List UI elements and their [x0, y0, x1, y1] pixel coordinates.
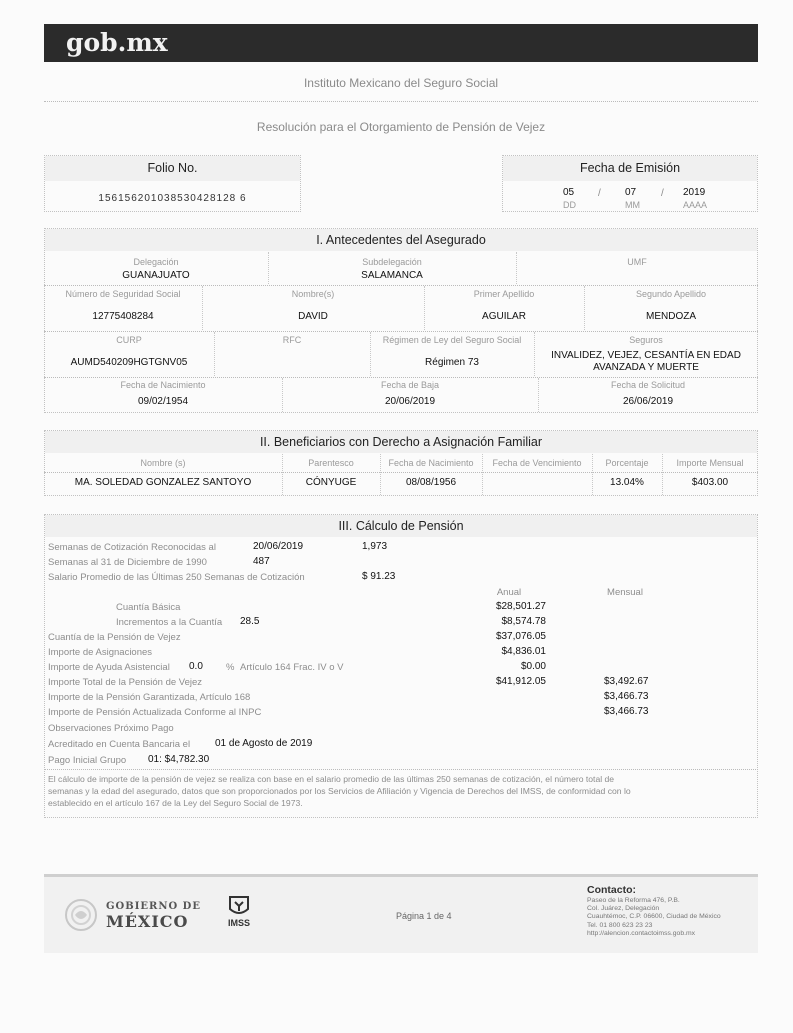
- col-header-fecha-nacimiento: Fecha de Nacimiento: [388, 458, 474, 468]
- salario-label: Salario Promedio de las Últimas 250 Semanas de Cotización: [48, 572, 305, 583]
- section-2-title: II. Beneficiarios con Derecho a Asignación Familiar: [45, 431, 757, 453]
- imss-logo-icon: [227, 895, 251, 917]
- divider: [370, 332, 371, 376]
- mensual-header: Mensual: [607, 587, 643, 598]
- semanas-1990-valor: 487: [253, 556, 270, 567]
- col-header-fecha-vencimiento: Fecha de Vencimiento: [492, 458, 582, 468]
- nombre-label: Nombre(s): [291, 289, 335, 299]
- rfc-label: RFC: [282, 335, 302, 345]
- delegacion-label: Delegación: [133, 257, 179, 267]
- divider: [44, 285, 758, 286]
- divider: [202, 286, 203, 330]
- year-label: AAAA: [683, 200, 708, 210]
- subdelegacion-label: Subdelegación: [362, 257, 422, 267]
- divider: [44, 331, 758, 332]
- salario-valor: $ 91.23: [362, 571, 396, 582]
- divider: [516, 252, 517, 284]
- semanas-fecha: 20/06/2019: [253, 541, 304, 552]
- semanas-label: Semanas de Cotización Reconocidas al: [48, 542, 216, 553]
- emision-day: 05: [563, 187, 575, 198]
- pago-inicial-valor: 01: $4,782.30: [148, 754, 210, 765]
- divider: [380, 454, 381, 495]
- divider: [282, 454, 283, 495]
- beneficiario-importe: $403.00: [691, 477, 729, 488]
- divider: [482, 454, 483, 495]
- page-number: Página 1 de 4: [396, 911, 452, 921]
- date-separator: /: [598, 188, 601, 199]
- ayuda-articulo: Artículo 164 Frac. IV o V: [240, 662, 344, 673]
- contacto-block: [587, 897, 721, 938]
- section-1-title: I. Antecedentes del Asegurado: [45, 229, 757, 251]
- col-header-porcentaje: Porcentaje: [605, 458, 649, 468]
- nss-value: 12775408284: [92, 311, 154, 322]
- divider: [584, 286, 585, 330]
- nota-linea-2: semanas y la edad del asegurado, datos que son proporcionados por los Servicios de Afiliación y Vigencia de Derechos del IMSS, de conformidad con lo: [48, 786, 631, 796]
- garantizada-mensual: $3,466.73: [604, 691, 649, 702]
- month-label: MM: [625, 200, 640, 210]
- cuantia-vejez-label: Cuantía de la Pensión de Vejez: [48, 632, 181, 643]
- nombre-value: DAVID: [298, 311, 328, 322]
- segundo-apellido-label: Segundo Apellido: [635, 289, 707, 299]
- observaciones-label: Observaciones Próximo Pago: [48, 723, 174, 734]
- regimen-value: Régimen 73: [425, 357, 479, 368]
- section-3-title: III. Cálculo de Pensión: [45, 515, 757, 537]
- garantizada-label: Importe de la Pensión Garantizada, Artículo 168: [48, 692, 251, 703]
- curp-label: CURP: [116, 335, 142, 345]
- cuantia-basica-anual: $28,501.27: [495, 601, 546, 612]
- beneficiario-nombre: MA. SOLEDAD GONZALEZ SANTOYO: [74, 477, 252, 488]
- ayuda-pct: 0.0: [189, 661, 203, 672]
- subdelegacion-value: SALAMANCA: [361, 270, 423, 281]
- primer-apellido-value: AGUILAR: [482, 311, 526, 322]
- contacto-linea-2: Col. Juárez, Delegación: [587, 905, 660, 913]
- fecha-baja-value: 20/06/2019: [384, 396, 436, 407]
- contacto-linea-3: Cuauhtémoc, C.P. 06600, Ciudad de México: [587, 913, 721, 921]
- umf-label: UMF: [627, 257, 647, 267]
- fecha-emision-label: Fecha de Emisión: [503, 156, 757, 181]
- segundo-apellido-value: MENDOZA: [646, 311, 696, 322]
- mexico-text: MÉXICO: [106, 912, 189, 931]
- cuantia-basica-label: Cuantía Básica: [116, 602, 181, 613]
- actualizada-label: Importe de Pensión Actualizada Conforme al INPC: [48, 707, 262, 718]
- fecha-nacimiento-value: 09/02/1954: [137, 396, 189, 407]
- asignaciones-anual: $4,836.01: [501, 646, 546, 657]
- folio-box: [44, 155, 301, 212]
- divider: [214, 332, 215, 376]
- seguros-label: Seguros: [629, 335, 663, 345]
- incrementos-anual: $8,574.78: [501, 616, 546, 627]
- contacto-link[interactable]: http://alencion.contactoimss.gob.mx: [587, 929, 696, 937]
- acreditado-label: Acreditado en Cuenta Bancaria el: [48, 739, 191, 750]
- semanas-valor: 1,973: [362, 541, 388, 552]
- contacto-linea-1: Paseo de la Reforma 476, P.B.: [587, 897, 680, 904]
- nota-linea-1: El cálculo de importe de la pensión de vejez se realiza con base en el salario promedio de las últimas 250 semanas de cotización, el número total de: [48, 774, 615, 784]
- incrementos-label: Incrementos a la Cuantía: [116, 617, 223, 628]
- acreditado-valor: 01 de Agosto de 2019: [215, 738, 313, 749]
- beneficiario-fecha-nacimiento: 08/08/1956: [405, 477, 457, 488]
- fecha-solicitud-value: 26/06/2019: [622, 396, 674, 407]
- contacto-title: Contacto:: [587, 884, 636, 896]
- col-header-importe: Importe Mensual: [676, 458, 744, 468]
- header-banner: [44, 24, 758, 62]
- fecha-emision-box: [502, 155, 758, 212]
- total-anual: $41,912.05: [495, 676, 546, 687]
- total-label: Importe Total de la Pensión de Vejez: [48, 677, 203, 688]
- col-header-nombre: Nombre (s): [140, 458, 186, 468]
- divider: [268, 252, 269, 284]
- seguros-value-line1: INVALIDEZ, VEJEZ, CESANTÍA EN EDAD: [551, 350, 741, 361]
- institute-name: Instituto Mexicano del Seguro Social: [303, 76, 499, 90]
- folio-value: 156156201038530428128 6: [98, 193, 247, 204]
- date-separator: /: [661, 188, 664, 199]
- beneficiario-porcentaje: 13.04%: [610, 477, 644, 488]
- divider: [424, 286, 425, 330]
- document-title: Resolución para el Otorgamiento de Pensión de Vejez: [256, 120, 546, 134]
- nota-linea-3: establecido en el artículo 167 de la Ley del Seguro Social de 1973.: [48, 798, 303, 808]
- escudo-nacional-icon: [64, 898, 98, 932]
- emision-year: 2019: [683, 187, 706, 198]
- seguros-value-line2: AVANZADA Y MUERTE: [593, 362, 699, 373]
- divider: [44, 472, 758, 473]
- imss-text: IMSS: [228, 918, 251, 928]
- divider: [44, 377, 758, 378]
- divider: [44, 101, 758, 102]
- primer-apellido-label: Primer Apellido: [473, 289, 535, 299]
- beneficiario-parentesco: CÓNYUGE: [305, 477, 357, 488]
- contacto-linea-4: Tel. 01 800 623 23 23: [587, 921, 653, 929]
- curp-value: AUMD540209HGTGNV05: [70, 357, 188, 368]
- folio-label: Folio No.: [45, 156, 300, 181]
- day-label: DD: [563, 200, 576, 210]
- incrementos-pct: 28.5: [240, 616, 260, 627]
- divider: [592, 454, 593, 495]
- delegacion-value: GUANAJUATO: [122, 270, 190, 281]
- semanas-1990-label: Semanas al 31 de Diciembre de 1990: [48, 557, 207, 568]
- nss-label: Número de Seguridad Social: [65, 289, 181, 299]
- divider: [662, 454, 663, 495]
- actualizada-mensual: $3,466.73: [604, 706, 649, 717]
- asignaciones-label: Importe de Asignaciones: [48, 647, 153, 658]
- ayuda-label: Importe de Ayuda Asistencial: [48, 662, 170, 673]
- divider: [534, 332, 535, 376]
- divider: [538, 378, 539, 412]
- emision-month: 07: [625, 187, 637, 198]
- fecha-baja-label: Fecha de Baja: [380, 380, 440, 390]
- total-mensual: $3,492.67: [604, 676, 649, 687]
- gob-mx-logo[interactable]: gob.mx: [66, 28, 168, 57]
- divider: [44, 769, 758, 770]
- fecha-solicitud-label: Fecha de Solicitud: [610, 380, 686, 390]
- col-header-parentesco: Parentesco: [308, 458, 354, 468]
- divider: [282, 378, 283, 412]
- regimen-label: Régimen de Ley del Seguro Social: [382, 335, 522, 345]
- fecha-nacimiento-label: Fecha de Nacimiento: [120, 380, 206, 390]
- ayuda-pct-sign: %: [226, 662, 235, 673]
- pago-inicial-label: Pago Inicial Grupo: [48, 755, 127, 766]
- gobierno-de-text: GOBIERNO DE: [106, 901, 201, 912]
- ayuda-anual: $0.00: [520, 661, 546, 672]
- anual-header: Anual: [496, 587, 522, 598]
- cuantia-vejez-anual: $37,076.05: [495, 631, 546, 642]
